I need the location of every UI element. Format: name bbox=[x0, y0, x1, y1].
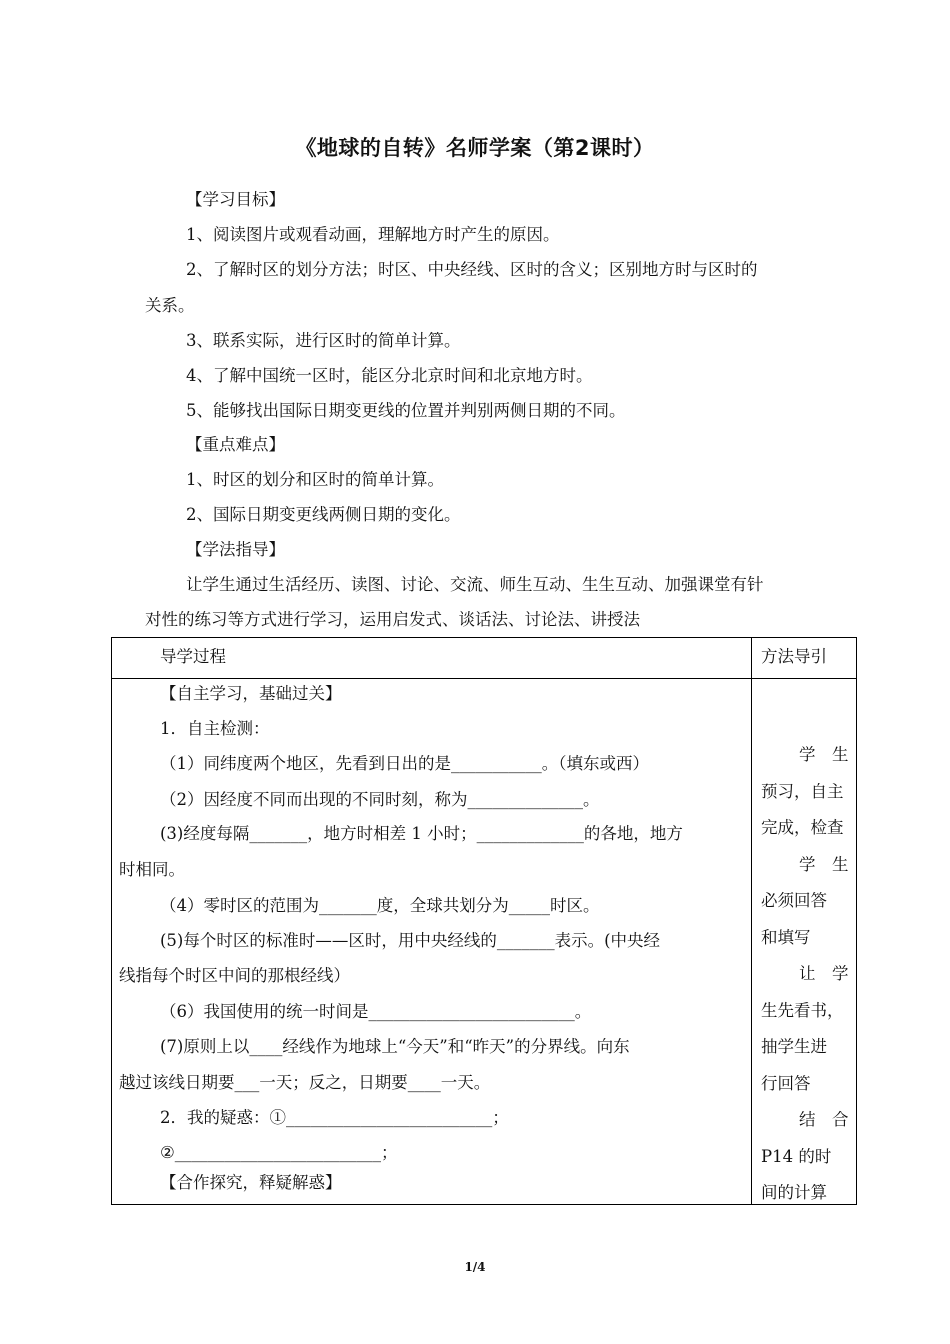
page-number: 1/4 bbox=[464, 1260, 486, 1274]
method-heading: 【学法指导】 bbox=[186, 540, 285, 559]
question-5-cont: 线指每个时区中间的那根经线） bbox=[119, 966, 350, 985]
objective-5: 5、能够找出国际日期变更线的位置并判别两侧日期的不同。 bbox=[186, 401, 626, 420]
document-title: 《地球的自转》名师学案（第2课时） bbox=[295, 136, 655, 160]
question-5: (5)每个时区的标准时——区时，用中央经线的_______表示。(中央经 bbox=[160, 931, 661, 950]
doubts-line-1: 2．我的疑惑：①_________________________； bbox=[160, 1108, 509, 1127]
question-1: （1）同纬度两个地区，先看到日出的是___________。（填东或西） bbox=[160, 754, 649, 773]
keypoints-heading: 【重点难点】 bbox=[186, 435, 285, 454]
self-check-label: 1．自主检测： bbox=[160, 719, 270, 738]
table-column-divider bbox=[751, 638, 752, 1204]
doubts-line-2: ②_________________________； bbox=[160, 1143, 398, 1162]
note-line: 生先看书， bbox=[761, 1000, 844, 1020]
method-guide-notes bbox=[761, 745, 849, 1220]
study-guide-table bbox=[111, 637, 857, 1205]
note-line: 结 合 bbox=[799, 1110, 849, 1129]
question-3: (3)经度每隔_______，地方时相差 1 小时；_____________的各地，地方 bbox=[160, 824, 683, 843]
question-2: （2）因经度不同而出现的不同时刻，称为______________。 bbox=[160, 790, 600, 809]
note-line: 抽学生进 bbox=[761, 1037, 827, 1056]
note-line: 和填写 bbox=[761, 927, 811, 947]
note-line: 完成，检查 bbox=[761, 818, 844, 837]
note-line: 学 生 bbox=[799, 745, 849, 764]
keypoint-2: 2、国际日期变更线两侧日期的变化。 bbox=[186, 505, 461, 524]
table-header-divider bbox=[112, 678, 856, 679]
cooperation-heading: 【合作探究，释疑解惑】 bbox=[160, 1173, 342, 1192]
objectives-heading: 【学习目标】 bbox=[186, 190, 285, 209]
col-header-method: 方法导引 bbox=[761, 647, 827, 666]
question-3-cont: 时相同。 bbox=[119, 860, 185, 879]
note-line: 学 生 bbox=[799, 854, 849, 874]
method-line-2: 对性的练习等方式进行学习，运用启发式、谈话法、讨论法、讲授法 bbox=[145, 610, 640, 629]
col-header-process: 导学过程 bbox=[160, 647, 226, 666]
question-7: (7)原则上以____经线作为地球上“今天”和“昨天”的分界线。向东 bbox=[160, 1037, 630, 1056]
question-6: （6）我国使用的统一时间是_________________________。 bbox=[160, 1002, 592, 1021]
objective-3: 3、联系实际，进行区时的简单计算。 bbox=[186, 331, 461, 350]
question-4: （4）零时区的范围为_______度，全球共划分为_____时区。 bbox=[160, 896, 600, 915]
method-line-1: 让学生通过生活经历、读图、讨论、交流、师生互动、生生互动、加强课堂有针 bbox=[186, 575, 764, 594]
question-7-cont: 越过该线日期要___一天；反之，日期要____一天。 bbox=[119, 1073, 491, 1092]
self-study-heading: 【自主学习，基础过关】 bbox=[160, 684, 342, 703]
keypoint-1: 1、时区的划分和区时的简单计算。 bbox=[186, 470, 444, 489]
note-line: 间的计算 bbox=[761, 1183, 827, 1202]
note-line: 行回答 bbox=[761, 1073, 811, 1093]
objective-4: 4、了解中国统一区时，能区分北京时间和北京地方时。 bbox=[186, 366, 593, 385]
note-line: 预习，自主 bbox=[761, 781, 844, 801]
objective-1: 1、阅读图片或观看动画，理解地方时产生的原因。 bbox=[186, 225, 560, 244]
note-line: P14 的时 bbox=[761, 1146, 832, 1166]
objective-2: 2、了解时区的划分方法；时区、中央经线、区时的含义；区别地方时与区时的 bbox=[186, 260, 758, 279]
note-line: 必须回答 bbox=[761, 891, 827, 910]
note-line: 让 学 bbox=[799, 964, 849, 983]
objective-2-cont: 关系。 bbox=[145, 296, 195, 315]
